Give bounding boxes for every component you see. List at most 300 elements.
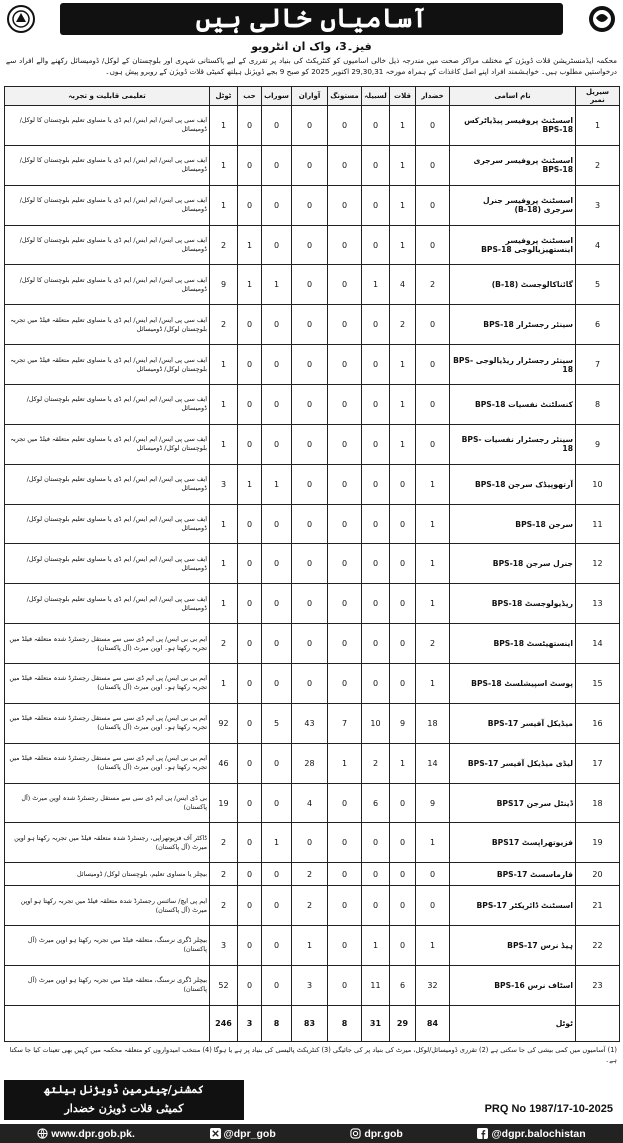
cell-total: 3 [210, 925, 238, 965]
table-row [5, 504, 620, 544]
table-row [5, 886, 620, 926]
cell-hub: 0 [238, 385, 262, 425]
cell-kalat: 0 [390, 664, 416, 704]
instagram-link[interactable] [350, 1128, 403, 1140]
cell-kalat: 9 [390, 703, 416, 743]
cell-mastung: 0 [328, 544, 362, 584]
cell-lasbela: 0 [362, 106, 390, 146]
cell-awaran: 0 [292, 823, 328, 863]
cell-serial: 8 [576, 385, 620, 425]
cell-kalat: 0 [390, 823, 416, 863]
cell-post: سرجن BPS-18 [450, 504, 576, 544]
cell-awaran: 0 [292, 106, 328, 146]
cell-hub: 0 [238, 886, 262, 926]
cell-qualification: ایف سی پی ایس/ ایم ایس/ ایم ڈی یا مساوی تعلیم بلوچستان کا لوکل/ ڈومیسائل [5, 185, 210, 225]
cell-mastung: 0 [328, 145, 362, 185]
cell-lasbela: 10 [362, 703, 390, 743]
cell-kalat: 0 [390, 783, 416, 823]
table-row [5, 145, 620, 185]
cell-total: 52 [210, 965, 238, 1005]
cell-kalat: 0 [390, 925, 416, 965]
cell-qualification: ایم بی بی ایس/ پی ایم ڈی سی سے مستقل رجسٹرڈ شدہ متعلقہ فیلڈ میں تجربہ رکھتا ہو۔ اوپن میرٹ (آل پاکستان) [5, 624, 210, 664]
vacancies-table [4, 86, 620, 1042]
table-row [5, 385, 620, 425]
instagram-handle: dpr.gob [364, 1127, 403, 1140]
cell-serial: 21 [576, 886, 620, 926]
cell-surab: 1 [262, 265, 292, 305]
cell-khuzdar: 1 [416, 925, 450, 965]
cell-post: اسٹاف نرس BPS-16 [450, 965, 576, 1005]
cell-lasbela: 0 [362, 185, 390, 225]
cell-surab: 0 [262, 584, 292, 624]
col-awaran: آواران [292, 87, 328, 106]
cell-lasbela: 1 [362, 265, 390, 305]
cell-serial: 4 [576, 225, 620, 265]
cell-khuzdar: 14 [416, 743, 450, 783]
cell-post: سینئر رجسٹرار نفسیات BPS-18 [450, 424, 576, 464]
cell-lasbela: 0 [362, 886, 390, 926]
cell-awaran: 0 [292, 225, 328, 265]
cell-total: 1 [210, 345, 238, 385]
cell-lasbela: 2 [362, 743, 390, 783]
commissioner-signature-block [4, 1080, 244, 1120]
cell-total: 1 [210, 185, 238, 225]
cell-post: لیڈی میڈیکل آفیسر BPS-17 [450, 743, 576, 783]
cell-mastung: 0 [328, 265, 362, 305]
cell-post: سینئر رجسٹرار ریڈیالوجی BPS-18 [450, 345, 576, 385]
cell-khuzdar: 0 [416, 863, 450, 886]
cell-khuzdar: 1 [416, 823, 450, 863]
cell-hub: 0 [238, 106, 262, 146]
cell-hub: 0 [238, 345, 262, 385]
vacancies-banner: آسامیاں خالی ہیں [60, 3, 563, 35]
cell-total: 1 [210, 584, 238, 624]
table-row [5, 584, 620, 624]
cell-awaran: 3 [292, 965, 328, 1005]
cell-qualification: بیچلر یا مساوی تعلیم، بلوچستان لوکل/ ڈومیسائل [5, 863, 210, 886]
cell-total: 1 [210, 664, 238, 704]
cell-qualification: ایف سی پی ایس/ ایم ایس/ ایم ڈی یا مساوی تعلیم بلوچستان لوکل/ ڈومیسائل [5, 584, 210, 624]
footer-bar [0, 1124, 623, 1143]
table-row [5, 743, 620, 783]
cell-kalat: 0 [390, 504, 416, 544]
cell-serial: 22 [576, 925, 620, 965]
total-surab: 8 [262, 1005, 292, 1041]
cell-surab: 0 [262, 863, 292, 886]
cell-qualification: ایم بی بی ایس/ پی ایم ڈی سی سے مستقل رجسٹرڈ شدہ متعلقہ فیلڈ میں تجربہ رکھتا ہو۔ اوپن میرٹ (آل پاکستان) [5, 703, 210, 743]
cell-total: 2 [210, 624, 238, 664]
cell-hub: 1 [238, 225, 262, 265]
cell-lasbela: 11 [362, 965, 390, 1005]
cell-khuzdar: 1 [416, 504, 450, 544]
cell-hub: 0 [238, 544, 262, 584]
cell-kalat: 6 [390, 965, 416, 1005]
cell-lasbela: 0 [362, 624, 390, 664]
total-awaran: 83 [292, 1005, 328, 1041]
cell-awaran: 0 [292, 624, 328, 664]
cell-surab: 0 [262, 664, 292, 704]
cell-khuzdar: 1 [416, 664, 450, 704]
cell-mastung: 0 [328, 225, 362, 265]
cell-serial: 14 [576, 624, 620, 664]
cell-lasbela: 0 [362, 823, 390, 863]
cell-mastung: 0 [328, 385, 362, 425]
cell-serial: 20 [576, 863, 620, 886]
cell-awaran: 0 [292, 385, 328, 425]
cell-lasbela: 0 [362, 863, 390, 886]
cell-khuzdar: 18 [416, 703, 450, 743]
cell-awaran: 0 [292, 345, 328, 385]
table-row [5, 664, 620, 704]
cell-khuzdar: 0 [416, 345, 450, 385]
table-row [5, 185, 620, 225]
cell-qualification: ایف سی پی ایس/ ایم ایس/ ایم ڈی یا مساوی تعلیم بلوچستان کا لوکل/ ڈومیسائل [5, 265, 210, 305]
cell-total: 1 [210, 424, 238, 464]
cell-hub: 1 [238, 265, 262, 305]
cell-total: 2 [210, 225, 238, 265]
cell-awaran: 2 [292, 863, 328, 886]
cell-qualification: ایف سی پی ایس/ ایم ایس/ ایم ڈی یا مساوی تعلیم متعلقہ فیلڈ میں تجربہ بلوچستان لوکل/ ڈومیسائل [5, 424, 210, 464]
cell-mastung: 0 [328, 106, 362, 146]
cell-khuzdar: 32 [416, 965, 450, 1005]
cell-post: اسسٹنٹ پروفیسر پیڈیاٹرکس BPS-18 [450, 106, 576, 146]
website-link[interactable] [37, 1128, 135, 1140]
cell-lasbela: 0 [362, 305, 390, 345]
col-hub: حب [238, 87, 262, 106]
cell-total: 1 [210, 106, 238, 146]
cell-serial: 9 [576, 424, 620, 464]
x-logo-icon [210, 1128, 221, 1139]
facebook-icon [477, 1128, 488, 1139]
cell-mastung: 0 [328, 185, 362, 225]
cell-qualification: ایف سی پی ایس/ ایم ایس/ ایم ڈی یا مساوی تعلیم بلوچستان کا لوکل/ ڈومیسائل [5, 225, 210, 265]
cell-mastung: 7 [328, 703, 362, 743]
cell-awaran: 0 [292, 504, 328, 544]
col-surab: سوراب [262, 87, 292, 106]
cell-khuzdar: 1 [416, 584, 450, 624]
cell-mastung: 0 [328, 783, 362, 823]
cell-surab: 0 [262, 624, 292, 664]
cell-awaran: 4 [292, 783, 328, 823]
totals-row [5, 1005, 620, 1041]
table-row [5, 424, 620, 464]
cell-hub: 0 [238, 925, 262, 965]
cell-mastung: 0 [328, 925, 362, 965]
cell-hub: 1 [238, 464, 262, 504]
table-row [5, 106, 620, 146]
cell-kalat: 0 [390, 584, 416, 624]
total-lasbela: 31 [362, 1005, 390, 1041]
cell-mastung: 0 [328, 584, 362, 624]
cell-khuzdar: 0 [416, 225, 450, 265]
cell-hub: 0 [238, 863, 262, 886]
cell-awaran: 1 [292, 925, 328, 965]
total-kalat: 29 [390, 1005, 416, 1041]
cell-total: 19 [210, 783, 238, 823]
cell-surab: 0 [262, 743, 292, 783]
cell-total: 2 [210, 305, 238, 345]
totals-qual [5, 1005, 210, 1041]
cell-lasbela: 0 [362, 225, 390, 265]
x-link[interactable] [210, 1128, 276, 1140]
col-lasbela: لسبیلہ [362, 87, 390, 106]
cell-hub: 0 [238, 584, 262, 624]
cell-qualification: ایم بی بی ایس/ پی ایم ڈی سی سے مستقل رجسٹرڈ شدہ متعلقہ فیلڈ میں تجربہ رکھتا ہو۔ اوپن میرٹ (آل پاکستان) [5, 743, 210, 783]
cell-qualification: ایف سی پی ایس/ ایم ایس/ ایم ڈی یا مساوی تعلیم بلوچستان لوکل/ ڈومیسائل [5, 464, 210, 504]
table-row [5, 265, 620, 305]
cell-hub: 0 [238, 965, 262, 1005]
cell-kalat: 1 [390, 106, 416, 146]
cell-kalat: 0 [390, 624, 416, 664]
cell-post: جنرل سرجن BPS-18 [450, 544, 576, 584]
table-row [5, 305, 620, 345]
intro-paragraph: محکمہ ایڈمنسٹریشن قلات ڈویژن کے مختلف مراکز صحت میں مندرجہ ذیل خالی اسامیوں کو کنٹریکٹ کی بنیاد پر تقرری کے لیے پاکستانی شہری اور بلوچستان کے لوکل/ ڈومیسائل رکھنے والے افراد سے درخواستیں مطلوب ہیں۔ خواہشمند افراد اپنے اصل کاغذات کے ہمراہ مورخہ 29,30,31 اکتوبر 2025 کو صبح 9 بجے ڈویژنل ہیلتھ کمیٹی قلات ڈویژن کے روبرو پیش ہوں۔ [6, 56, 617, 76]
col-kalat: قلات [390, 87, 416, 106]
cell-post: گائناکالوجسٹ (B-18) [450, 265, 576, 305]
cell-qualification: ایف سی پی ایس/ ایم ایس/ ایم ڈی یا مساوی تعلیم بلوچستان لوکل/ ڈومیسائل [5, 385, 210, 425]
cell-qualification: ایف سی پی ایس/ ایم ایس/ ایم ڈی یا مساوی تعلیم متعلقہ فیلڈ میں تجربہ بلوچستان لوکل/ ڈومیسائل [5, 305, 210, 345]
cell-kalat: 1 [390, 225, 416, 265]
cell-post: آرتھوپیڈک سرجن BPS-18 [450, 464, 576, 504]
cell-awaran: 0 [292, 265, 328, 305]
cell-lasbela: 0 [362, 544, 390, 584]
cell-awaran: 0 [292, 544, 328, 584]
cell-surab: 0 [262, 544, 292, 584]
instagram-icon [350, 1128, 361, 1139]
cell-serial: 10 [576, 464, 620, 504]
facebook-link[interactable] [477, 1128, 585, 1140]
notes: (1) آسامیوں میں کمی بیشی کی جا سکتی ہے (2) تقرری ڈومیسائل/لوکل، میرٹ کی بنیاد پر کی جائیگی (3) کنٹریکٹ پالیسی کی بنیاد پر ہے یا ہوگا (4) منتخب امیدواروں کو متعلقہ محکمہ میں کہیں بھی تعینات کیا جا سکتا ہے۔ [9, 1046, 617, 1064]
cell-mastung: 0 [328, 464, 362, 504]
table-row [5, 464, 620, 504]
cell-post: ہیڈ نرس BPS-17 [450, 925, 576, 965]
cell-mastung: 1 [328, 743, 362, 783]
table-row [5, 624, 620, 664]
cell-lasbela: 0 [362, 584, 390, 624]
cell-kalat: 0 [390, 886, 416, 926]
cell-mastung: 0 [328, 305, 362, 345]
cell-surab: 0 [262, 886, 292, 926]
cell-surab: 0 [262, 185, 292, 225]
commissioner-line2: کمیٹی قلات ڈویژن خضدار [64, 1102, 184, 1115]
col-mastung: مستونگ [328, 87, 362, 106]
cell-khuzdar: 0 [416, 424, 450, 464]
col-serial: سیریل نمبر [576, 87, 620, 106]
cell-kalat: 1 [390, 385, 416, 425]
cell-khuzdar: 0 [416, 305, 450, 345]
cell-post: سینئر رجسٹرار BPS-18 [450, 305, 576, 345]
grand-total: 246 [210, 1005, 238, 1041]
phase-subtitle: فیز۔3، واک ان انٹرویو [251, 40, 372, 53]
cell-awaran: 0 [292, 305, 328, 345]
cell-khuzdar: 0 [416, 385, 450, 425]
cell-khuzdar: 2 [416, 624, 450, 664]
cell-mastung: 0 [328, 823, 362, 863]
cell-serial: 6 [576, 305, 620, 345]
cell-awaran: 0 [292, 145, 328, 185]
cell-surab: 0 [262, 424, 292, 464]
cell-awaran: 28 [292, 743, 328, 783]
cell-serial: 18 [576, 783, 620, 823]
cell-hub: 0 [238, 185, 262, 225]
cell-total: 1 [210, 145, 238, 185]
cell-serial: 3 [576, 185, 620, 225]
cell-post: کنسلٹنٹ نفسیات BPS-18 [450, 385, 576, 425]
cell-lasbela: 0 [362, 424, 390, 464]
cell-total: 2 [210, 823, 238, 863]
totals-serial [576, 1005, 620, 1041]
table-row [5, 783, 620, 823]
cell-khuzdar: 2 [416, 265, 450, 305]
cell-awaran: 0 [292, 464, 328, 504]
cell-serial: 17 [576, 743, 620, 783]
cell-mastung: 0 [328, 424, 362, 464]
globe-icon [37, 1128, 48, 1139]
cell-surab: 0 [262, 385, 292, 425]
cell-lasbela: 0 [362, 464, 390, 504]
cell-post: میڈیکل آفیسر BPS-17 [450, 703, 576, 743]
cell-hub: 0 [238, 305, 262, 345]
cell-qualification: ایم پی ایچ/ سائنس رجسٹرڈ شدہ متعلقہ فیلڈ میں تجربہ رکھتا ہو اوپن میرٹ (آل پاکستان) [5, 886, 210, 926]
cell-lasbela: 6 [362, 783, 390, 823]
cell-post: ڈینٹل سرجن BPS17 [450, 783, 576, 823]
cell-hub: 0 [238, 424, 262, 464]
cell-kalat: 1 [390, 345, 416, 385]
cell-post: اسسٹنٹ پروفیسر اینستھیزیالوجی BPS-18 [450, 225, 576, 265]
cell-awaran: 0 [292, 185, 328, 225]
cell-khuzdar: 0 [416, 145, 450, 185]
table-row [5, 703, 620, 743]
cell-hub: 0 [238, 783, 262, 823]
cell-mastung: 0 [328, 664, 362, 704]
cell-awaran: 0 [292, 584, 328, 624]
cell-qualification: ایف سی پی ایس/ ایم ایس/ ایم ڈی یا مساوی تعلیم متعلقہ فیلڈ میں تجربہ بلوچستان لوکل/ ڈومیسائل [5, 345, 210, 385]
cell-qualification: بی ڈی ایس/ پی ایم ڈی سی سے مستقل رجسٹرڈ شدہ اوپن میرٹ (آل پاکستان) [5, 783, 210, 823]
cell-lasbela: 0 [362, 345, 390, 385]
cell-qualification: ایف سی پی ایس/ ایم ایس/ ایم ڈی یا مساوی تعلیم بلوچستان لوکل/ ڈومیسائل [5, 544, 210, 584]
table-row [5, 925, 620, 965]
cell-awaran: 0 [292, 664, 328, 704]
cell-qualification: ایف سی پی ایس/ ایم ایس/ ایم ڈی یا مساوی تعلیم بلوچستان لوکل/ ڈومیسائل [5, 504, 210, 544]
cell-kalat: 0 [390, 544, 416, 584]
cell-lasbela: 1 [362, 925, 390, 965]
cell-surab: 5 [262, 703, 292, 743]
cell-kalat: 1 [390, 424, 416, 464]
cell-awaran: 43 [292, 703, 328, 743]
cell-lasbela: 0 [362, 504, 390, 544]
col-qualification: تعلیمی قابلیت و تجربہ [5, 87, 210, 106]
cell-khuzdar: 0 [416, 106, 450, 146]
cell-surab: 0 [262, 145, 292, 185]
cell-khuzdar: 0 [416, 185, 450, 225]
cell-serial: 13 [576, 584, 620, 624]
cell-khuzdar: 1 [416, 464, 450, 504]
cell-post: فزیوتھراپسٹ BPS17 [450, 823, 576, 863]
cell-surab: 0 [262, 925, 292, 965]
header [0, 0, 623, 40]
table-header-row [5, 87, 620, 106]
cell-hub: 0 [238, 823, 262, 863]
table-row [5, 863, 620, 886]
cell-post: اینستھیٹسٹ BPS-18 [450, 624, 576, 664]
cell-serial: 5 [576, 265, 620, 305]
cell-surab: 0 [262, 305, 292, 345]
cell-post: پوسٹ اسپیشلسٹ BPS-18 [450, 664, 576, 704]
cell-post: اسسٹنٹ ڈائریکٹر BPS-17 [450, 886, 576, 926]
cell-total: 1 [210, 544, 238, 584]
cell-qualification: بیچلر ڈگری نرسنگ، متعلقہ فیلڈ میں تجربہ رکھتا ہو اوپن میرٹ (آل پاکستان) [5, 965, 210, 1005]
cell-mastung: 0 [328, 345, 362, 385]
cell-serial: 16 [576, 703, 620, 743]
cell-mastung: 0 [328, 624, 362, 664]
cell-hub: 0 [238, 664, 262, 704]
cell-qualification: ایف سی پی ایس/ ایم ایس/ ایم ڈی یا مساوی تعلیم بلوچستان کا لوکل/ ڈومیسائل [5, 106, 210, 146]
cell-post: فارماسسٹ BPS-17 [450, 863, 576, 886]
total-khuzdar: 84 [416, 1005, 450, 1041]
totals-label: ٹوٹل [450, 1005, 576, 1041]
cell-total: 9 [210, 265, 238, 305]
cell-serial: 1 [576, 106, 620, 146]
cell-lasbela: 0 [362, 664, 390, 704]
table-row [5, 345, 620, 385]
cell-hub: 0 [238, 145, 262, 185]
cell-kalat: 1 [390, 743, 416, 783]
cell-surab: 1 [262, 823, 292, 863]
cell-mastung: 0 [328, 863, 362, 886]
total-hub: 3 [238, 1005, 262, 1041]
cell-khuzdar: 1 [416, 544, 450, 584]
cell-mastung: 0 [328, 886, 362, 926]
cell-kalat: 0 [390, 863, 416, 886]
cell-qualification: بیچلر ڈگری نرسنگ، متعلقہ فیلڈ میں تجربہ رکھتا ہو اوپن میرٹ (آل پاکستان) [5, 925, 210, 965]
cell-khuzdar: 0 [416, 886, 450, 926]
cell-lasbela: 0 [362, 385, 390, 425]
cell-surab: 1 [262, 464, 292, 504]
cell-lasbela: 0 [362, 145, 390, 185]
cell-total: 46 [210, 743, 238, 783]
cell-khuzdar: 9 [416, 783, 450, 823]
cell-total: 92 [210, 703, 238, 743]
cell-kalat: 2 [390, 305, 416, 345]
cell-awaran: 2 [292, 886, 328, 926]
cell-serial: 2 [576, 145, 620, 185]
cell-qualification: ڈاکٹر آف فزیوتھراپی، رجسٹرڈ شدہ متعلقہ فیلڈ میں تجربہ رکھتا ہو اوپن میرٹ (آل پاکستان) [5, 823, 210, 863]
cell-post: ریڈیولوجسٹ BPS-18 [450, 584, 576, 624]
cell-post: اسسٹنٹ پروفیسر سرجری BPS-18 [450, 145, 576, 185]
facebook-handle: @dgpr.balochistan [491, 1127, 586, 1140]
cell-serial: 23 [576, 965, 620, 1005]
table-row [5, 544, 620, 584]
cell-kalat: 1 [390, 185, 416, 225]
cell-surab: 0 [262, 225, 292, 265]
cell-kalat: 1 [390, 145, 416, 185]
total-mastung: 8 [328, 1005, 362, 1041]
col-total: ٹوٹل [210, 87, 238, 106]
cell-hub: 0 [238, 624, 262, 664]
cell-hub: 0 [238, 703, 262, 743]
cell-total: 1 [210, 504, 238, 544]
cell-serial: 11 [576, 504, 620, 544]
col-khuzdar: خضدار [416, 87, 450, 106]
cell-surab: 0 [262, 965, 292, 1005]
balochistan-emblem-icon [6, 4, 36, 34]
col-post: نام اسامی [450, 87, 576, 106]
x-handle: @dpr_gob [223, 1127, 276, 1140]
cell-surab: 0 [262, 106, 292, 146]
cell-qualification: ایم بی بی ایس/ پی ایم ڈی سی سے مستقل رجسٹرڈ شدہ متعلقہ فیلڈ میں تجربہ رکھتا ہو۔ اوپن میرٹ (آل پاکستان) [5, 664, 210, 704]
cell-total: 2 [210, 886, 238, 926]
table-row [5, 965, 620, 1005]
